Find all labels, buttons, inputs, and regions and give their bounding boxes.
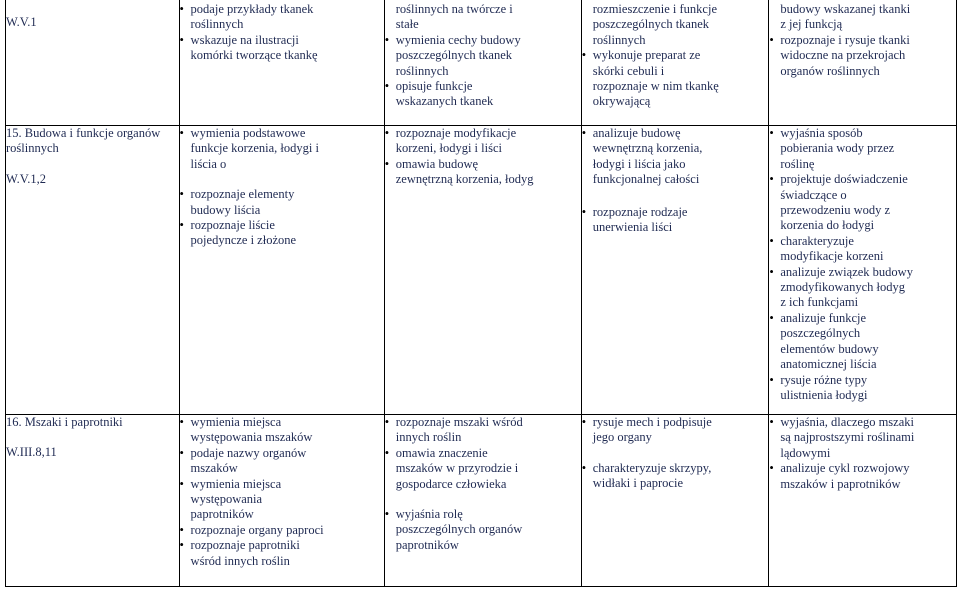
requirement-continuation: skórki cebuli i: [592, 63, 665, 78]
requirement-continuation: poszczególnych tkanek: [592, 17, 710, 32]
requirements-cell-3: [581, 0, 769, 126]
requirement-continuation: wskazanych tkanek: [395, 94, 494, 109]
requirement-continuation: jego organy: [592, 430, 652, 445]
requirement-continuation: paprotników: [190, 507, 254, 522]
requirement-continuation: funkcjonalnej całości: [592, 172, 700, 187]
requirement-bullet-item: • wymienia miejsca: [180, 477, 384, 492]
requirement-continuation: okrywającą: [592, 94, 651, 109]
requirements-cell-4: [769, 0, 957, 126]
requirement-continuation: mszaków w przyrodzie i: [395, 461, 519, 476]
requirement-bullet-item: • rozpoznaje organy paproci: [180, 523, 384, 538]
requirement-bullet-item: • opisuje funkcje: [385, 79, 581, 94]
requirements-cell-2: [384, 0, 581, 126]
topic-title: 15. Budowa i funkcje organów roślinnych: [6, 126, 161, 156]
requirement-bullet-item: • omawia budowę: [385, 157, 581, 172]
requirement-continuation: przewodzeniu wody z: [780, 203, 891, 218]
requirement-bullet-item: • wykonuje preparat ze: [582, 48, 769, 63]
requirement-bullet-item: • podaje przykłady tkanek: [180, 2, 384, 17]
requirement-continuation: łodygi i liścia jako: [592, 156, 686, 171]
requirement-continuation: organów roślinnych: [780, 63, 880, 78]
requirement-continuation: korzeni, łodygi i liści: [395, 141, 502, 156]
requirement-continuation: poszczególnych organów: [395, 522, 523, 537]
requirements-cell-1: [179, 0, 384, 126]
requirement-bullet-item: • charakteryzuje: [769, 234, 956, 249]
requirement-continuation: występowania: [190, 492, 263, 507]
requirement-continuation: roślinnych na twórcze i: [395, 2, 513, 16]
table-row-0: [6, 0, 957, 126]
requirements-cell-4: [769, 415, 957, 587]
requirement-continuation: mszaków: [190, 461, 238, 476]
table-row-2: [6, 415, 957, 587]
requirement-continuation: widłaki i paprocie: [592, 476, 683, 491]
topic-title: W.V.1: [6, 15, 37, 29]
requirement-continuation: innych roślin: [395, 430, 462, 445]
requirement-continuation: ulistnienia łodygi: [780, 387, 868, 402]
curriculum-table: [5, 0, 957, 587]
requirement-continuation: z ich funkcjami: [780, 295, 859, 310]
requirement-continuation: poszczególnych tkanek: [395, 48, 513, 63]
requirement-continuation: z jej funkcją: [780, 17, 843, 32]
requirement-continuation: rozmieszczenie i funkcje: [592, 2, 717, 16]
table-row-1: [6, 126, 957, 415]
requirement-continuation: widoczne na przekrojach: [780, 48, 906, 63]
requirement-bullet-item: • rozpoznaje liście: [180, 218, 384, 233]
requirement-bullet-item: • wymienia podstawowe: [180, 126, 384, 141]
requirement-continuation: rozpoznaje w nim tkankę: [592, 79, 719, 94]
requirement-continuation: modyfikacje korzeni: [780, 249, 884, 264]
requirement-continuation: są najprostszymi roślinami: [780, 430, 915, 445]
requirement-bullet-item: • wyjaśnia, dlaczego mszaki: [769, 415, 956, 430]
requirement-continuation: stałe: [395, 17, 419, 32]
requirement-bullet-item: • rozpoznaje paprotniki: [180, 538, 384, 553]
requirement-continuation: wśród innych roślin: [190, 553, 290, 568]
requirement-bullet-item: • wymienia miejsca: [180, 415, 384, 430]
requirement-bullet-item: • omawia znaczenie: [385, 446, 581, 461]
requirements-cell-1: [179, 126, 384, 415]
requirement-continuation: zewnętrzną korzenia, łodyg: [395, 172, 534, 187]
requirement-bullet-item: • wyjaśnia sposób: [769, 126, 956, 141]
topic-title: 16. Mszaki i paprotniki: [6, 415, 123, 429]
requirement-bullet-item: • analizuje związek budowy: [769, 265, 956, 280]
requirement-continuation: pojedyncze i złożone: [190, 233, 297, 248]
requirement-continuation: roślinę: [780, 156, 815, 171]
requirement-continuation: korzenia do łodygi: [780, 218, 875, 233]
requirement-continuation: budowy wskazanej tkanki: [780, 2, 911, 16]
requirement-continuation: komórki tworzące tkankę: [190, 48, 318, 63]
requirement-continuation: liścia o: [190, 156, 227, 171]
requirement-continuation: elementów budowy: [780, 341, 879, 356]
requirements-cell-3: [581, 126, 769, 415]
requirement-bullet-item: • rysuje różne typy: [769, 373, 956, 388]
requirement-bullet-item: • wyjaśnia rolę: [385, 507, 581, 522]
requirement-continuation: występowania mszaków: [190, 430, 313, 445]
requirement-continuation: roślinnych: [592, 32, 646, 47]
requirement-bullet-item: • analizuje funkcje: [769, 311, 956, 326]
requirement-bullet-item: • rozpoznaje rodzaje: [582, 205, 769, 220]
requirement-bullet-item: • analizuje budowę: [582, 126, 769, 141]
requirement-continuation: poszczególnych: [780, 326, 861, 341]
requirement-bullet-item: • wskazuje na ilustracji: [180, 33, 384, 48]
requirements-cell-4: [769, 126, 957, 415]
requirement-continuation: mszaków i paprotników: [780, 476, 901, 491]
topic-cell: [6, 126, 180, 415]
requirement-continuation: funkcje korzenia, łodygi i: [190, 141, 319, 156]
requirements-cell-2: [384, 415, 581, 587]
requirement-bullet-item: • projektuje doświadczenie: [769, 172, 956, 187]
requirement-continuation: lądowymi: [780, 445, 831, 460]
requirement-bullet-item: • rysuje mech i podpisuje: [582, 415, 769, 430]
topic-code: W.V.1,2: [6, 171, 46, 186]
requirements-cell-2: [384, 126, 581, 415]
topic-cell: [6, 0, 180, 126]
requirement-bullet-item: • charakteryzuje skrzypy,: [582, 461, 769, 476]
requirements-cell-1: [179, 415, 384, 587]
requirement-bullet-item: • rozpoznaje modyfikacje: [385, 126, 581, 141]
requirement-continuation: paprotników: [395, 537, 459, 552]
requirement-continuation: unerwienia liści: [592, 220, 673, 235]
requirement-bullet-item: • rozpoznaje elementy: [180, 187, 384, 202]
requirement-continuation: roślinnych: [395, 63, 449, 78]
requirement-bullet-item: • analizuje cykl rozwojowy: [769, 461, 956, 476]
requirement-continuation: gospodarce człowieka: [395, 476, 507, 491]
requirement-continuation: zmodyfikowanych łodyg: [780, 280, 905, 295]
requirement-continuation: anatomicznej liścia: [780, 357, 877, 372]
requirement-bullet-item: • rozpoznaje i rysuje tkanki: [769, 33, 956, 48]
requirements-cell-3: [581, 415, 769, 587]
requirement-bullet-item: • wymienia cechy budowy: [385, 33, 581, 48]
topic-code: W.III.8,11: [6, 445, 57, 460]
requirement-continuation: roślinnych: [190, 17, 244, 32]
requirement-bullet-item: • rozpoznaje mszaki wśród: [385, 415, 581, 430]
requirement-continuation: świadczące o: [780, 187, 847, 202]
topic-cell: [6, 415, 180, 587]
requirement-continuation: budowy liścia: [190, 202, 261, 217]
requirement-bullet-item: • podaje nazwy organów: [180, 446, 384, 461]
requirement-continuation: wewnętrzną korzenia,: [592, 141, 703, 156]
requirement-continuation: pobierania wody przez: [780, 141, 895, 156]
